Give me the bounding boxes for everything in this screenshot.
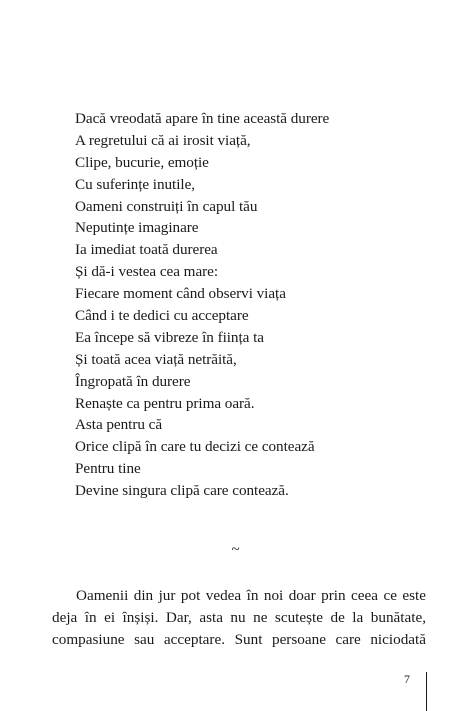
poem-line: Și toată acea viață netrăită,	[75, 350, 237, 368]
poem-line: Orice clipă în care tu decizi ce contează	[75, 438, 315, 456]
poem-line: Devine singura clipă care contează.	[75, 482, 289, 500]
poem-line: A regretului că ai irosit viață,	[75, 131, 251, 149]
prose-line: deja în ei înșiși. Dar, asta nu ne scutește de la bunătate,	[52, 608, 426, 626]
prose-paragraph	[52, 585, 426, 651]
poem-line: Dacă vreodată apare în tine această durere	[75, 110, 330, 127]
poem-line: Când i te dedici cu acceptare	[75, 307, 249, 325]
poem-line: Ia imediat toată durerea	[75, 241, 218, 259]
page-number-rule	[426, 672, 427, 711]
prose-line: Oamenii din jur pot vedea în noi doar prin ceea ce este	[76, 587, 426, 604]
page-number: 7	[404, 672, 410, 686]
poem-line: Îngropată în durere	[75, 372, 191, 390]
poem-line: Renaște ca pentru prima oară.	[75, 394, 255, 412]
poem-line: Neputințe imaginare	[75, 219, 199, 237]
prose-line: compasiune sau acceptare. Sunt persoane care niciodată	[52, 630, 426, 648]
section-separator: ~	[231, 542, 240, 558]
poem-line: Și dă-i vestea cea mare:	[75, 263, 219, 281]
poem-line: Ea începe să vibreze în ființa ta	[75, 328, 264, 346]
poem-line: Clipe, bucurie, emoție	[75, 153, 209, 171]
poem-line: Pentru tine	[75, 460, 141, 478]
poem-line: Cu suferințe inutile,	[75, 175, 196, 193]
poem	[75, 108, 435, 502]
poem-line: Asta pentru că	[75, 416, 163, 434]
poem-line: Oameni construiți în capul tău	[75, 197, 258, 215]
poem-line: Fiecare moment când observi viața	[75, 285, 286, 303]
